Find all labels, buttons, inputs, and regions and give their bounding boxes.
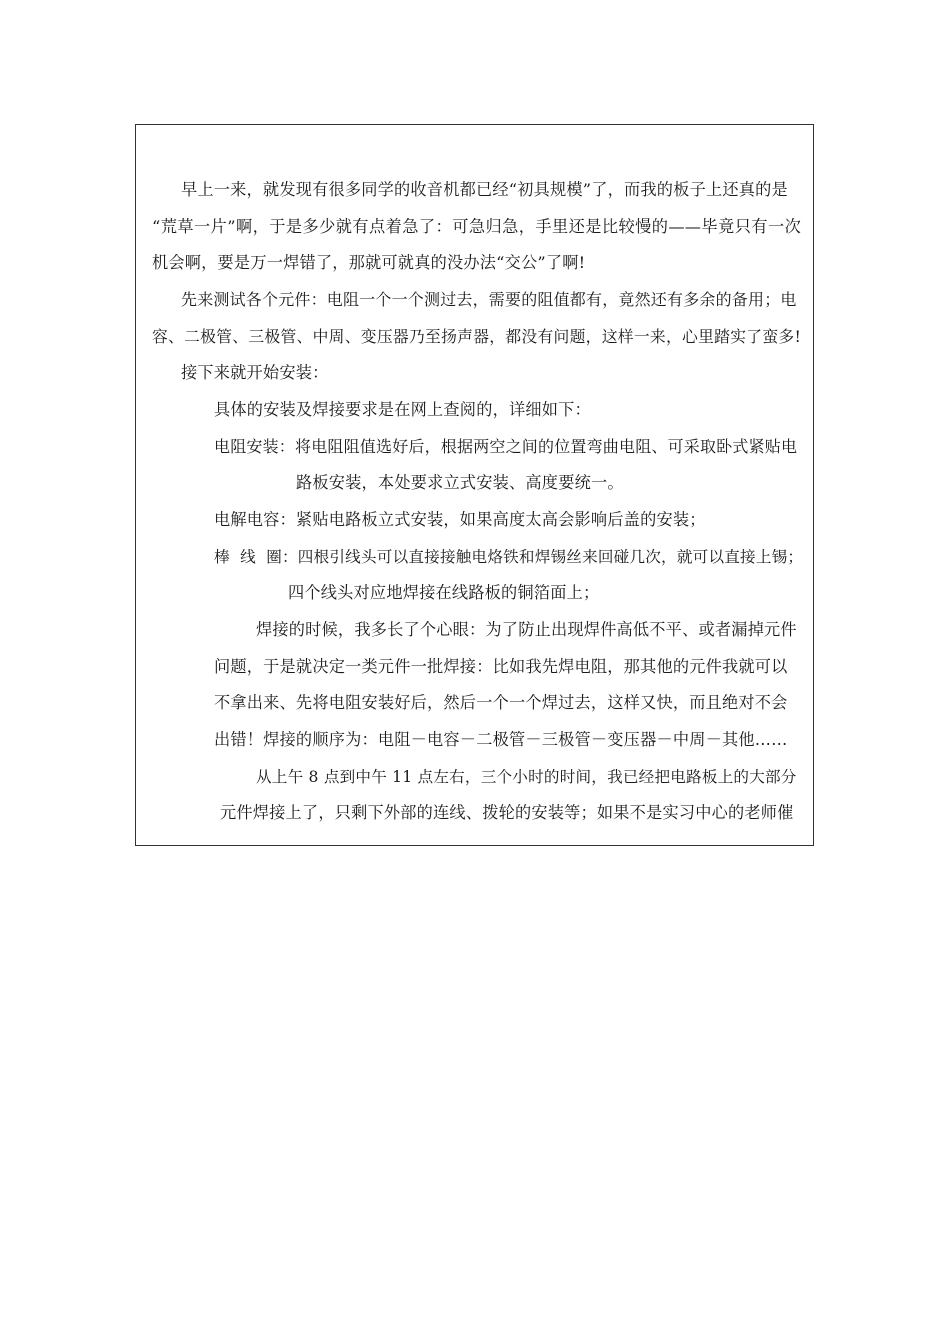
install-coil-line1: 棒 线 圈：四根引线头可以直接接触电烙铁和焊锡丝来回碰几次，就可以直接上锡； [214,548,804,566]
para3-line1: 接下来就开始安装： [181,363,329,382]
para5-line1: 从上午 8 点到中午 11 点左右，三个小时的时间，我已经把电路板上的大部分 [256,768,797,786]
para1-line1: 早上一来，就发现有很多同学的收音机都已经“初具规模”了，而我的板子上还真的是 [181,180,788,199]
install-coil-line2: 四个线头对应地焊接在线路板的铜箔面上； [288,583,600,602]
para4-line2: 问题，于是就决定一类元件一批焊接：比如我先焊电阻，那其他的元件我就可以 [214,657,788,676]
para5-line2: 元件焊接上了，只剩下外部的连线、拨轮的安装等；如果不是实习中心的老师催 [220,803,794,822]
para2-line1: 先来测试各个元件：电阻一个一个测过去，需要的阻值都有，竟然还有多余的备用；电 [181,290,797,309]
install-capacitor: 电解电容：紧贴电路板立式安装，如果高度太高会影响后盖的安装； [214,510,706,529]
install-intro: 具体的安装及焊接要求是在网上查阅的，详细如下： [214,400,591,419]
para1-line2: “荒草一片”啊，于是多少就有点着急了：可急归急，手里还是比较慢的——毕竟只有一次 [152,217,801,236]
para1-line3: 机会啊，要是万一焊错了，那就可就真的没办法“交公”了啊! [152,253,586,272]
para4-line1: 焊接的时候，我多长了个心眼：为了防止出现焊件高低不平、或者漏掉元件 [256,620,797,639]
para4-line3: 不拿出来、先将电阻安装好后，然后一个一个焊过去，这样又快，而且绝对不会 [214,693,788,712]
para2-line2: 容、二极管、三极管、中周、变压器乃至扬声器，都没有问题，这样一来，心里踏实了蛮多! [152,327,801,346]
install-resistor-line1: 电阻安装：将电阻阻值选好后，根据两空之间的位置弯曲电阻、可采取卧式紧贴电 [214,437,798,456]
install-resistor-line2: 路板安装，本处要求立式安装、高度要统一。 [296,473,624,492]
para4-line4: 出错！焊接的顺序为：电阻－电容－二极管－三极管－变压器－中周－其他…… [214,730,788,749]
